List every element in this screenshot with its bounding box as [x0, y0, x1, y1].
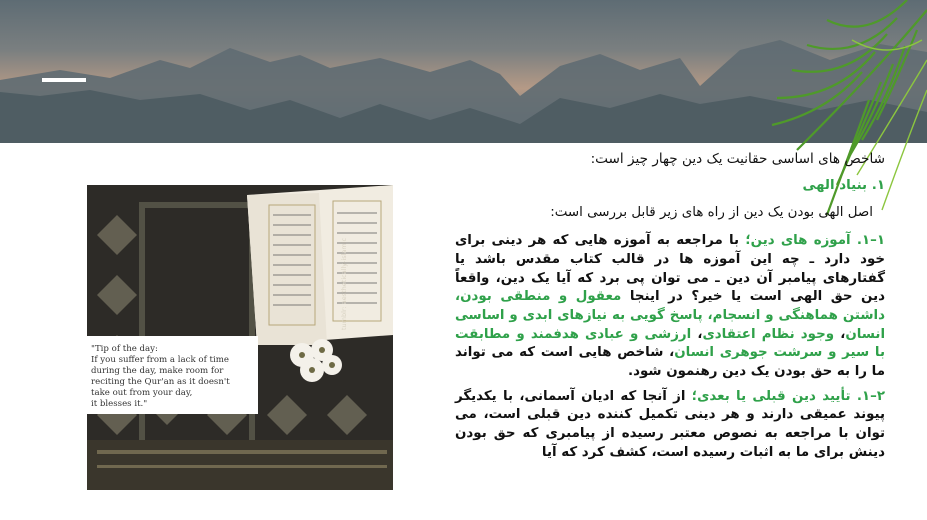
image-watermark: tumblr: aesthetically-islamic — [340, 237, 348, 330]
paragraph-text: ، — [834, 326, 846, 342]
highlight-text: معقول و منطقی بودن، داشتن هماهنگی و انسجام، پاسخ گویی به نیازهای ابدی و اساسی انسان — [455, 289, 886, 342]
paragraph-confirmation — [455, 388, 885, 463]
intro-text: اصل الهی بودن یک دین از راه های زیر قابل بررسی است: — [550, 205, 873, 221]
paragraph-text: ، شاخص هایی است که می تواند ما را به حق بودن یک دین رهنمون شود. — [455, 345, 885, 380]
quote-line: reciting the Qur'an as it doesn't — [91, 377, 230, 387]
page-heading: شاخص های اساسی حقانیت یک دین چهار چیز است: — [590, 151, 885, 167]
quote-line: "Tip of the day: — [91, 344, 158, 354]
quote-line: during the day, make room for — [91, 366, 224, 376]
paragraph-lead: ۲–۱. تأیید دین قبلی یا بعدی؛ — [691, 388, 885, 404]
highlight-text: ارزشی و عبادی هدفمند و مطابقت با سیر و سرشت جوهری انسان — [455, 326, 885, 361]
paragraph-doctrines — [455, 232, 885, 382]
tip-of-the-day-quote — [86, 336, 258, 414]
quote-line: If you suffer from a lack of time — [91, 355, 229, 365]
paragraph-lead: ۱–۱. آموزه های دین؛ — [745, 233, 885, 249]
highlight-text: وجود نظام اعتقادی — [702, 326, 835, 342]
decorative-dash — [42, 78, 86, 82]
article-text — [455, 150, 885, 469]
section-title: ۱. بنیاد الهی — [802, 177, 885, 193]
quote-line: it blesses it." — [91, 399, 148, 409]
quote-line: take out from your day, — [91, 388, 193, 398]
paragraph-text: از آنجا که ادیان آسمانی، با یکدیگر پیوند عمیقی دارند و هر دینی تکمیل کننده دین قبلی است، می توان با مراجعه به نصوص معتبر رسیده از پیامبری که حق بودن دینش برای ما به اثبات رسیده است، کشف کرد که آیا — [455, 388, 885, 460]
paragraph-text: ، — [691, 326, 703, 342]
paragraph-text: با مراجعه به آموزه هایی که هر دینی برای خود دارد ـ چه این آموزه ها در قالب کتاب مقدس باشد یا گفتارهای پیامبر آن دین ـ می توان پی برد که آیا یک دین، واقعاً دین حق الهی است یا خیر؟ در اینجا — [455, 233, 885, 305]
mountain-banner — [0, 0, 927, 143]
